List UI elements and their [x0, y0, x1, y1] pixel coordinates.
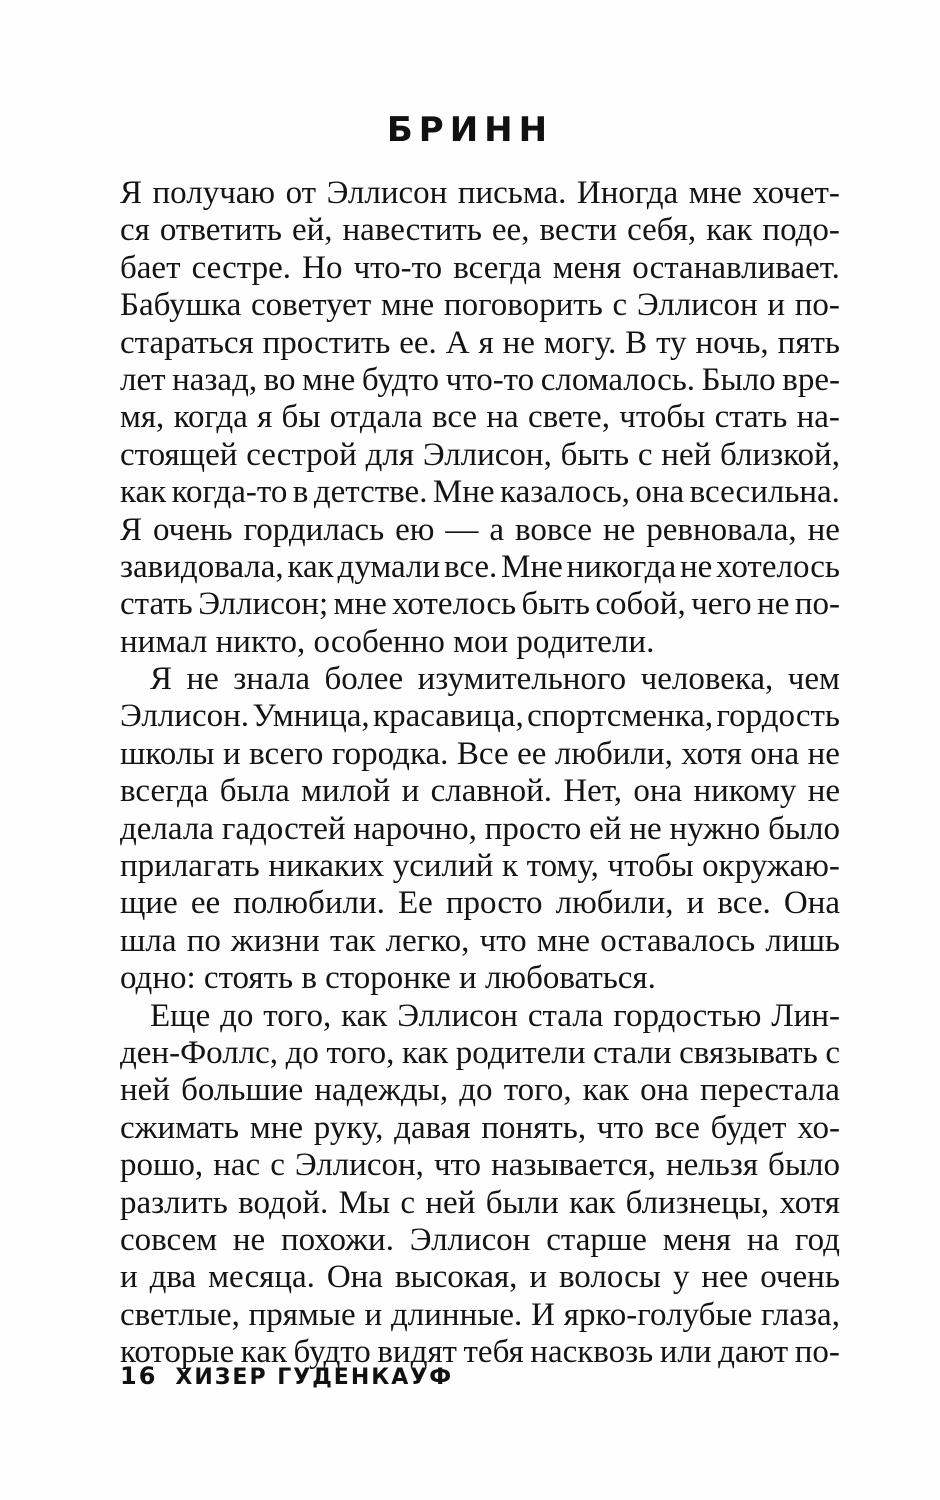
paragraph-1 — [120, 175, 840, 661]
text-line: Я очень гордилась ею — а вовсе не ревновала, не — [120, 511, 840, 548]
paragraph-3 — [120, 998, 840, 1372]
text-line: рошо, нас с Эллисон, что называется, нельзя было — [120, 1147, 840, 1184]
text-line: щие ее полюбили. Ее просто любили, и все. Она — [120, 885, 840, 922]
page-number: 16 — [120, 1362, 158, 1390]
text-line: ден-Фоллс, до того, как родители стали связывать с — [120, 1034, 840, 1071]
text-line: одно: стоять в сторонке и любоваться. — [120, 960, 656, 997]
text-line: стоящей сестрой для Эллисон, быть с ней близкой, — [120, 436, 840, 473]
text-line: бает сестре. Но что-то всегда меня останавливает. — [120, 249, 840, 286]
body-text — [120, 175, 840, 1372]
text-line: ней большие надежды, до того, как она перестала — [120, 1072, 840, 1109]
text-line: Я получаю от Эллисон письма. Иногда мне хочет- — [120, 175, 840, 211]
text-line: совсем не похожи. Эллисон старше меня на год — [120, 1221, 840, 1258]
page-footer — [120, 1362, 840, 1390]
text-line: всегда была милой и славной. Нет, она никому не — [120, 773, 840, 810]
text-line: ся ответить ей, навестить ее, вести себя, как подо- — [120, 212, 840, 249]
text-line: которые как будто видят тебя насквозь или дают по- — [120, 1334, 840, 1371]
text-line: прилагать никаких усилий к тому, чтобы окружаю- — [120, 848, 840, 885]
chapter-title: БРИНН — [386, 110, 554, 150]
text-line: и два месяца. Она высокая, и волосы у нее очень — [120, 1259, 840, 1296]
text-line: Эллисон. Умница, красавица, спортсменка, гордость — [120, 698, 840, 735]
text-line: нимал никто, особенно мои родители. — [120, 623, 655, 660]
text-line: мя, когда я бы отдала все на свете, чтобы стать на- — [120, 399, 840, 436]
author-name: ХИЗЕР ГУДЕНКАУФ — [175, 1365, 454, 1390]
text-line: шла по жизни так легко, что мне оставалось лишь — [120, 922, 840, 959]
text-line: как когда-то в детстве. Мне казалось, она всесильна. — [120, 474, 840, 511]
text-line: делала гадостей нарочно, просто ей не нужно было — [120, 810, 840, 847]
text-line: Бабушка советует мне поговорить с Эллисон и по- — [120, 287, 840, 324]
text-line: школы и всего городка. Все ее любили, хотя она не — [120, 735, 840, 772]
text-line: завидовала, как думали все. Мне никогда не хотелось — [120, 548, 840, 585]
text-line: стать Эллисон; мне хотелось быть собой, чего не по- — [120, 586, 840, 623]
text-line: Еще до того, как Эллисон стала гордостью Лин- — [150, 997, 840, 1034]
text-line: разлить водой. Мы с ней были как близнецы, хотя — [120, 1184, 840, 1221]
text-line: лет назад, во мне будто что-то сломалось. Было вре- — [120, 361, 840, 398]
text-line: сжимать мне руку, давая понять, что все будет хо- — [120, 1109, 840, 1146]
text-line: стараться простить ее. А я не могу. В ту ночь, пять — [120, 324, 840, 361]
text-line: Я не знала более изумительного человека, чем — [150, 661, 840, 698]
text-line: светлые, прямые и длинные. И ярко-голубые глаза, — [120, 1296, 840, 1333]
paragraph-2 — [120, 661, 840, 998]
